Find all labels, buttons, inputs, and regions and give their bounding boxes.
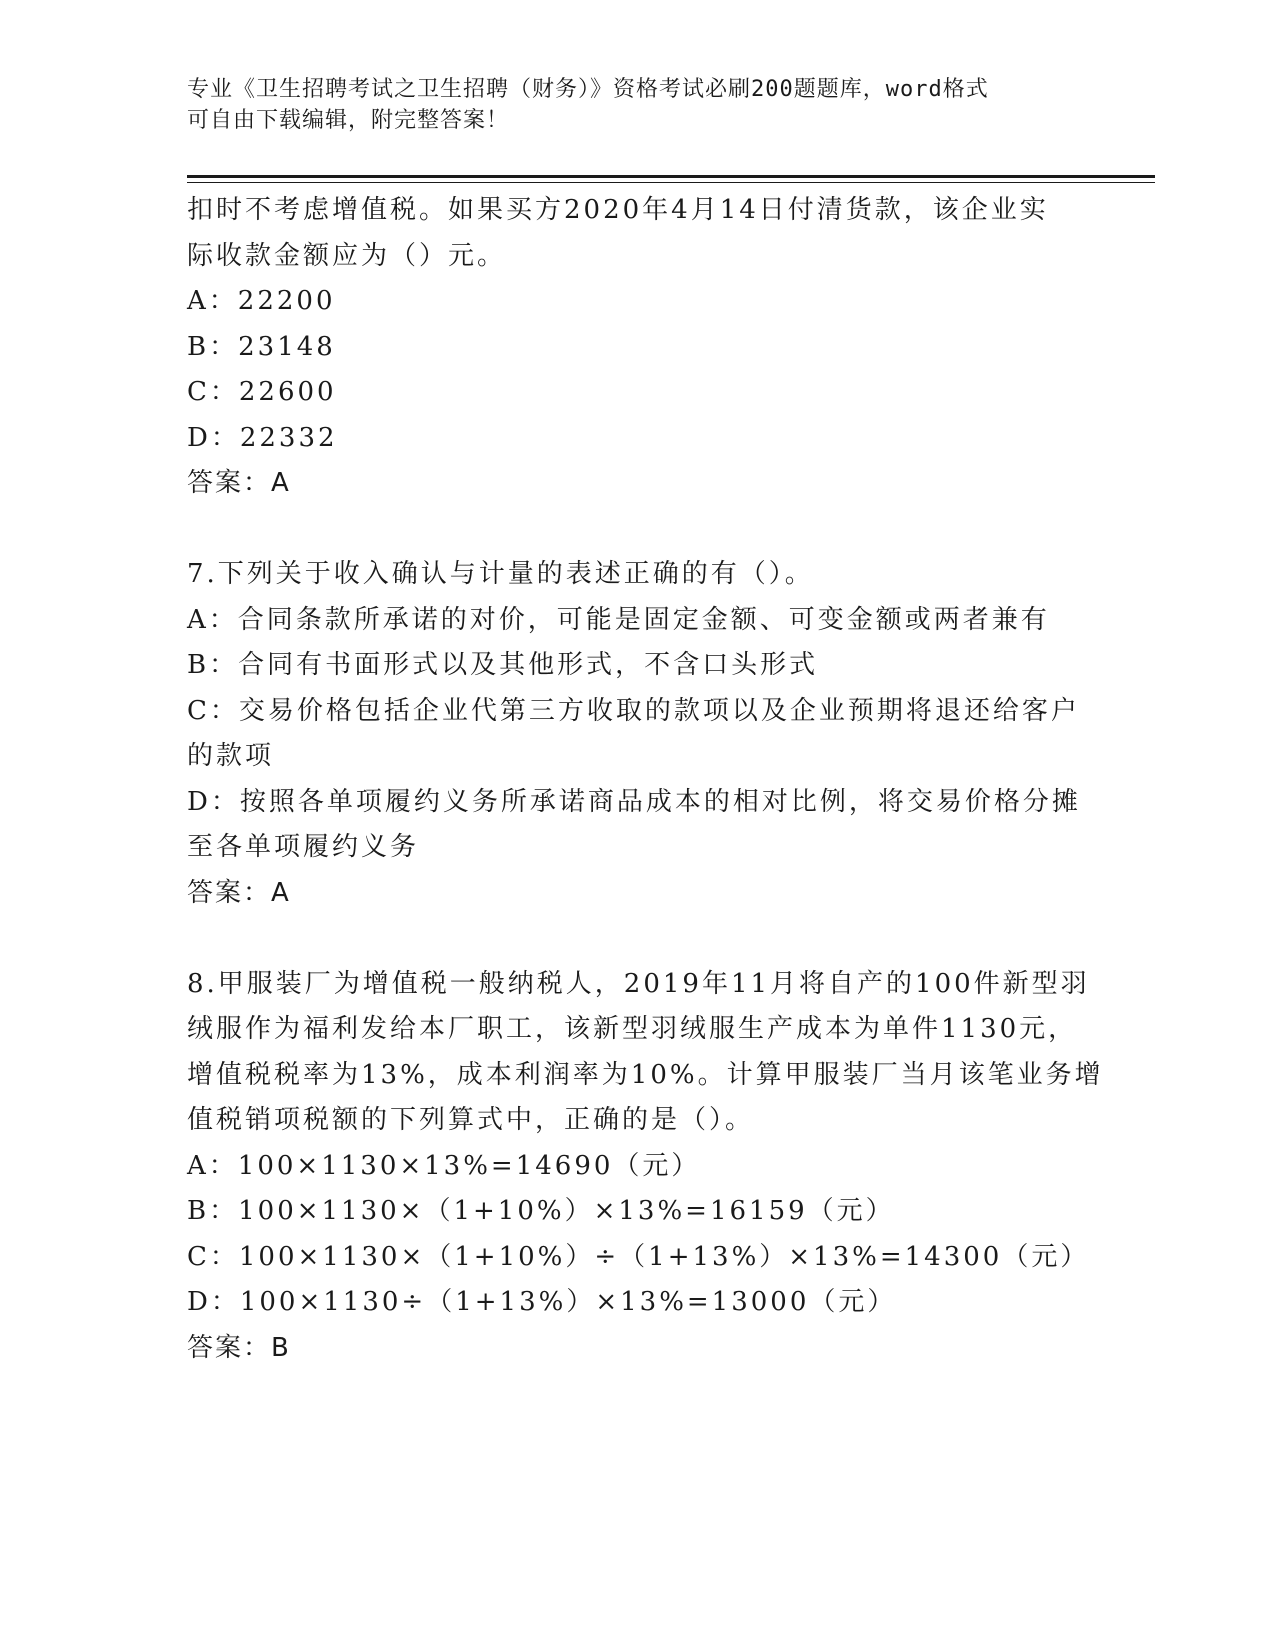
question-stem-line: 增值税税率为13%，成本利润率为10%。计算甲服装厂当月该笔业务增 [187, 1059, 1104, 1090]
spacer [187, 507, 1087, 553]
header-line-2: 可自由下载编辑，附完整答案！ [187, 108, 510, 133]
option-d: D：22332 [187, 422, 338, 453]
question-stem-line: 8.甲服装厂为增值税一般纳税人，2019年11月将自产的100件新型羽 [187, 968, 1090, 999]
header-line-1: 专业《卫生招聘考试之卫生招聘（财务）》资格考试必刷200题题库，word格式 [187, 77, 989, 102]
option-c: C：22600 [187, 377, 337, 407]
option-a: A：合同条款所承诺的对价，可能是固定金额、可变金额或两者兼有 [187, 604, 1050, 635]
question-stem-line: 值税销项税额的下列算式中，正确的是（）。 [187, 1105, 755, 1135]
spacer [187, 916, 1087, 962]
question-6-continued [187, 188, 1087, 507]
question-stem-line: 7.下列关于收入确认与计量的表述正确的有（）。 [187, 559, 814, 589]
option-c: C：100×1130×（1+10%）÷（1+13%）×13%=14300（元） [187, 1241, 1090, 1272]
question-8 [187, 962, 1104, 1372]
question-stem-line: 扣时不考虑增值税。如果买方2020年4月14日付清货款，该企业实 [187, 195, 1049, 225]
header-rule-thick [187, 175, 1155, 178]
option-b: B：合同有书面形式以及其他形式，不含口头形式 [187, 650, 819, 680]
question-stem-line: 际收款金额应为（）元。 [187, 240, 507, 271]
option-b: B：23148 [187, 331, 336, 362]
answer-line: 答案：B [187, 1332, 291, 1363]
header-rule-thin [187, 182, 1155, 183]
option-a: A：100×1130×13%=14690（元） [187, 1150, 701, 1181]
option-d: D：按照各单项履约义务所承诺商品成本的相对比例，将交易价格分摊 [187, 786, 1081, 817]
document-body [187, 188, 1104, 1371]
option-b: B：100×1130×（1+10%）×13%=16159（元） [187, 1196, 895, 1226]
question-7 [187, 552, 1087, 916]
answer-line: 答案：A [187, 877, 291, 908]
option-c: C：交易价格包括企业代第三方收取的款项以及企业预期将退还给客户 [187, 695, 1080, 726]
question-stem-line: 绒服作为福利发给本厂职工，该新型羽绒服生产成本为单件1130元， [187, 1014, 1078, 1044]
option-a: A：22200 [187, 286, 336, 316]
answer-line: 答案：A [187, 468, 291, 498]
option-d-continued: 至各单项履约义务 [187, 832, 420, 862]
option-d: D：100×1130÷（1+13%）×13%=13000（元） [187, 1287, 897, 1317]
option-c-continued: 的款项 [187, 741, 275, 771]
document-header [187, 74, 1087, 136]
